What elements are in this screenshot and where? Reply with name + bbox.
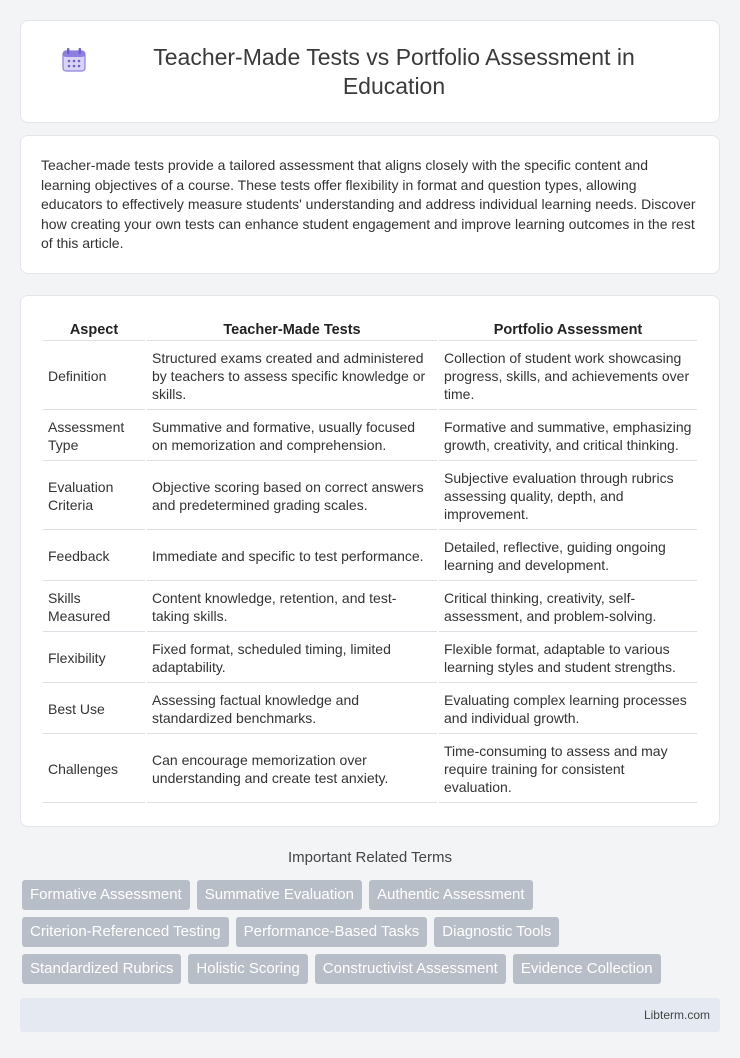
term-tag[interactable]: Criterion-Referenced Testing xyxy=(22,917,229,947)
related-terms-section xyxy=(0,849,740,984)
row-portfolio: Evaluating complex learning processes and individual growth. xyxy=(439,685,697,734)
row-teacher-made: Fixed format, scheduled timing, limited adaptability. xyxy=(147,634,437,683)
header-card xyxy=(20,20,720,123)
intro-text: Teacher-made tests provide a tailored assessment that aligns closely with the specific content and learning objectives of a course. These tests offer flexibility in format and question types, allowing educators to effectively measure students' understanding and address individual learning needs. Discover how creating your own tests can enhance student engagement and improve learning outcomes in the rest of this article. xyxy=(41,157,696,252)
table-row xyxy=(43,532,697,581)
footer-site-link[interactable]: Libterm.com xyxy=(643,1008,710,1022)
row-portfolio: Detailed, reflective, guiding ongoing learning and development. xyxy=(439,532,697,581)
row-portfolio: Subjective evaluation through rubrics assessing quality, depth, and improvement. xyxy=(439,463,697,530)
page-title: Teacher-Made Tests vs Portfolio Assessment in Education xyxy=(153,43,635,99)
row-portfolio: Collection of student work showcasing progress, skills, and achievements over time. xyxy=(439,343,697,410)
header-portfolio-assessment: Portfolio Assessment xyxy=(439,318,697,341)
comparison-table xyxy=(41,316,699,805)
footer xyxy=(20,998,720,1032)
row-aspect: Skills Measured xyxy=(43,583,145,632)
row-aspect: Evaluation Criteria xyxy=(43,463,145,530)
table-row xyxy=(43,634,697,683)
term-tag[interactable]: Standardized Rubrics xyxy=(22,954,181,984)
row-teacher-made: Objective scoring based on correct answers and predetermined grading scales. xyxy=(147,463,437,530)
row-teacher-made: Structured exams created and administered by teachers to assess specific knowledge or skills. xyxy=(147,343,437,410)
term-tag[interactable]: Constructivist Assessment xyxy=(315,954,506,984)
header-teacher-made-tests: Teacher-Made Tests xyxy=(147,318,437,341)
row-aspect: Challenges xyxy=(43,736,145,803)
term-tag[interactable]: Diagnostic Tools xyxy=(434,917,559,947)
table-row xyxy=(43,583,697,632)
comparison-table-card xyxy=(20,295,720,827)
term-tag[interactable]: Holistic Scoring xyxy=(188,954,307,984)
row-portfolio: Flexible format, adaptable to various learning styles and student strengths. xyxy=(439,634,697,683)
term-tag[interactable]: Summative Evaluation xyxy=(197,880,362,910)
row-aspect: Definition xyxy=(43,343,145,410)
row-teacher-made: Summative and formative, usually focused on memorization and comprehension. xyxy=(147,412,437,461)
intro-card xyxy=(20,135,720,274)
row-portfolio: Time-consuming to assess and may require training for consistent evaluation. xyxy=(439,736,697,803)
table-row xyxy=(43,343,697,410)
table-row xyxy=(43,736,697,803)
table-row xyxy=(43,412,697,461)
row-teacher-made: Immediate and specific to test performance. xyxy=(147,532,437,581)
table-header-row xyxy=(43,318,697,341)
term-tag[interactable]: Authentic Assessment xyxy=(369,880,533,910)
term-tag[interactable]: Evidence Collection xyxy=(513,954,661,984)
table-row xyxy=(43,685,697,734)
row-portfolio: Formative and summative, emphasizing growth, creativity, and critical thinking. xyxy=(439,412,697,461)
calendar-icon xyxy=(61,47,87,73)
term-tag[interactable]: Performance-Based Tasks xyxy=(236,917,428,947)
row-teacher-made: Assessing factual knowledge and standardized benchmarks. xyxy=(147,685,437,734)
row-aspect: Feedback xyxy=(43,532,145,581)
row-teacher-made: Can encourage memorization over understanding and create test anxiety. xyxy=(147,736,437,803)
row-teacher-made: Content knowledge, retention, and test-taking skills. xyxy=(147,583,437,632)
row-aspect: Assessment Type xyxy=(43,412,145,461)
row-aspect: Flexibility xyxy=(43,634,145,683)
header-aspect: Aspect xyxy=(43,318,145,341)
header-inner xyxy=(61,43,679,101)
term-tag[interactable]: Formative Assessment xyxy=(22,880,190,910)
row-portfolio: Critical thinking, creativity, self-assessment, and problem-solving. xyxy=(439,583,697,632)
related-terms-heading: Important Related Terms xyxy=(288,849,452,866)
row-aspect: Best Use xyxy=(43,685,145,734)
table-row xyxy=(43,463,697,530)
related-terms-list xyxy=(0,880,740,984)
